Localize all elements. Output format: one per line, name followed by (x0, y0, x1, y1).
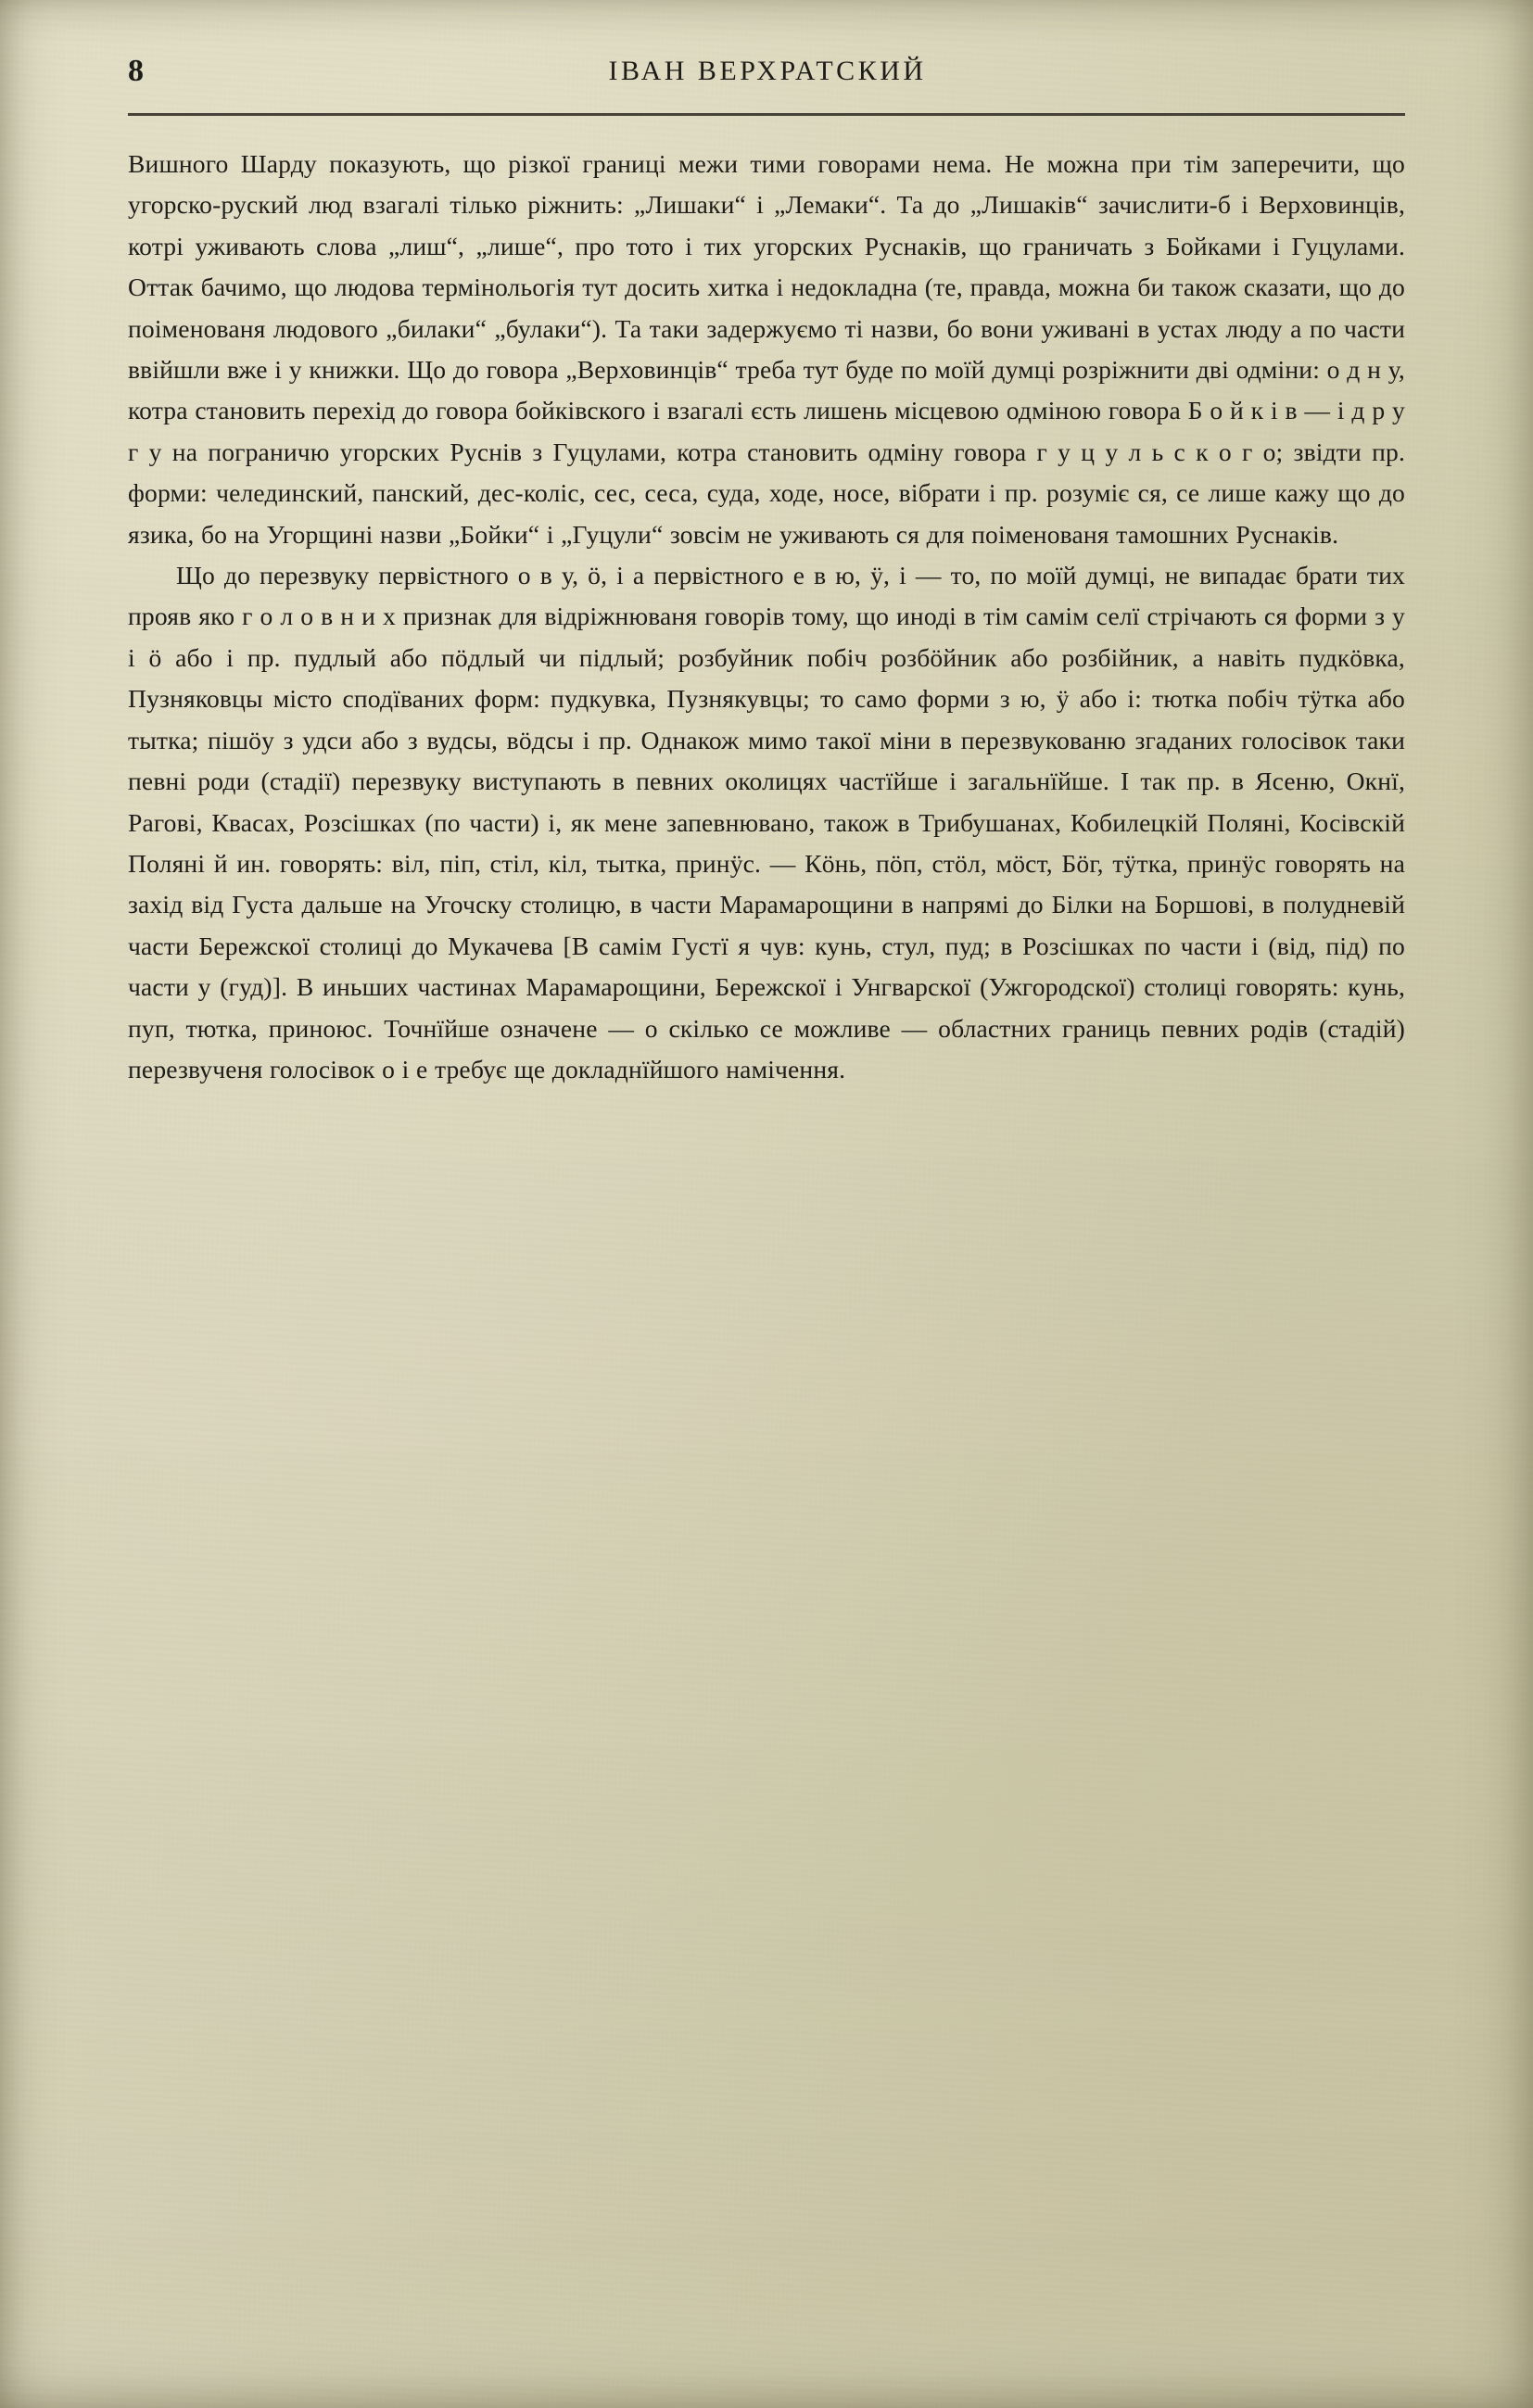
page-number: 8 (128, 54, 145, 88)
header-rule (128, 113, 1405, 116)
page-header (128, 48, 1405, 106)
paragraph-1: Вишного Шарду показують, що різкої границі межи тими говорами нема. Не можна при тім заперечити, що угорско-руский люд взагалі тілько ріжнить: „Лишаки“ і „Лемаки“. Та до „Лишаків“ зачислити-б і Верховинців, котрі уживають слова „лиш“, „лише“, про тото і тих угорских Руснаків, що граничать з Бойками і Гуцулами. Оттак бачимо, що людова термінольогія тут досить хитка і недокладна (те, правда, можна би також сказати, що до поіменованя людового „билаки“ „булаки“). Та таки задержуємо ті назви, бо вони уживані в устах люду а по части ввійшли вже і у книжки. Що до говора „Верховинців“ треба тут буде по моїй думці розріжнити дві одміни: о д н у, котра становить перехід до говора бойківского і взагалі єсть лишень місцевою одміною говора Б о й к і в — і д р у г у на пограничю угорских Руснів з Гуцулами, котра становить одміну говора г у ц у л ь с к о г о; звідти пр. форми: челединский, панский, дес-коліс, сес, сеса, суда, ходе, носе, вібрати і пр. розуміє ся, се лише кажу що до язика, бо на Угорщині назви „Бойки“ і „Гуцули“ зовсім не уживають ся для поіменованя тамошних Руснаків. (128, 149, 1405, 549)
paragraph-2: Що до перезвуку первістного о в у, ö, і а первістного е в ю, ÿ, і — то, по моїй думці, не випадає брати тих прояв яко г о л о в н и х признак для відріжнюваня говорів тому, що иноді в тім самім селї стрічають ся форми з у і ö або і пр. пудлый або пöдлый чи пiдлый; розбуйник побіч розбöйник або розбійник, а навіть пудкöвка, Пузняковцы місто сподїваних форм: пудкувка, Пузнякувцы; то само форми з ю, ÿ або і: тютка побіч тÿтка або тытка; пішöy з удси або з вудсы, вöдсы і пр. Однакож мимо такої міни в перезвукованю згаданих голосівок таки певні роди (стадії) перезвуку виступають в певних околицях частїйше і загальнїйше. І так пр. в Ясеню, Окнї, Рагові, Квасах, Розсішках (по части) і, як мене запевнювано, також в Трибушанах, Кобилецкій Поляні, Косівскій Поляні й ин. говорять: віл, піп, стіл, кіл, тытка, принÿс. — Кöнь, пöп, стöл, мöст, Бöг, тÿтка, принÿс говорять на захід від Густа дальше на Угочску столицю, в части Марамарощини в напрямі до Білки на Боршові, в полудневій части Бережскої столиці до Мукачева [В самім Густї я чув: кунь, стул, пуд; в Розсішках по части і (від, під) по части у (гуд)]. В иньших частинах Марамарощини, Бережскої і Унгварскої (Ужгородскої) столиці говорять: кунь, пуп, тютка, приноюс. Точнїйше означене — о скілько се можливе — областних границь певних родів (стадій) перезвученя голосівок о і е требує ще докладнїйшого намічення. (128, 561, 1405, 1084)
running-title: ІВАН ВЕРХРАТСКИЙ (608, 56, 927, 86)
page-content (0, 0, 1533, 1090)
body-text (128, 144, 1405, 1090)
